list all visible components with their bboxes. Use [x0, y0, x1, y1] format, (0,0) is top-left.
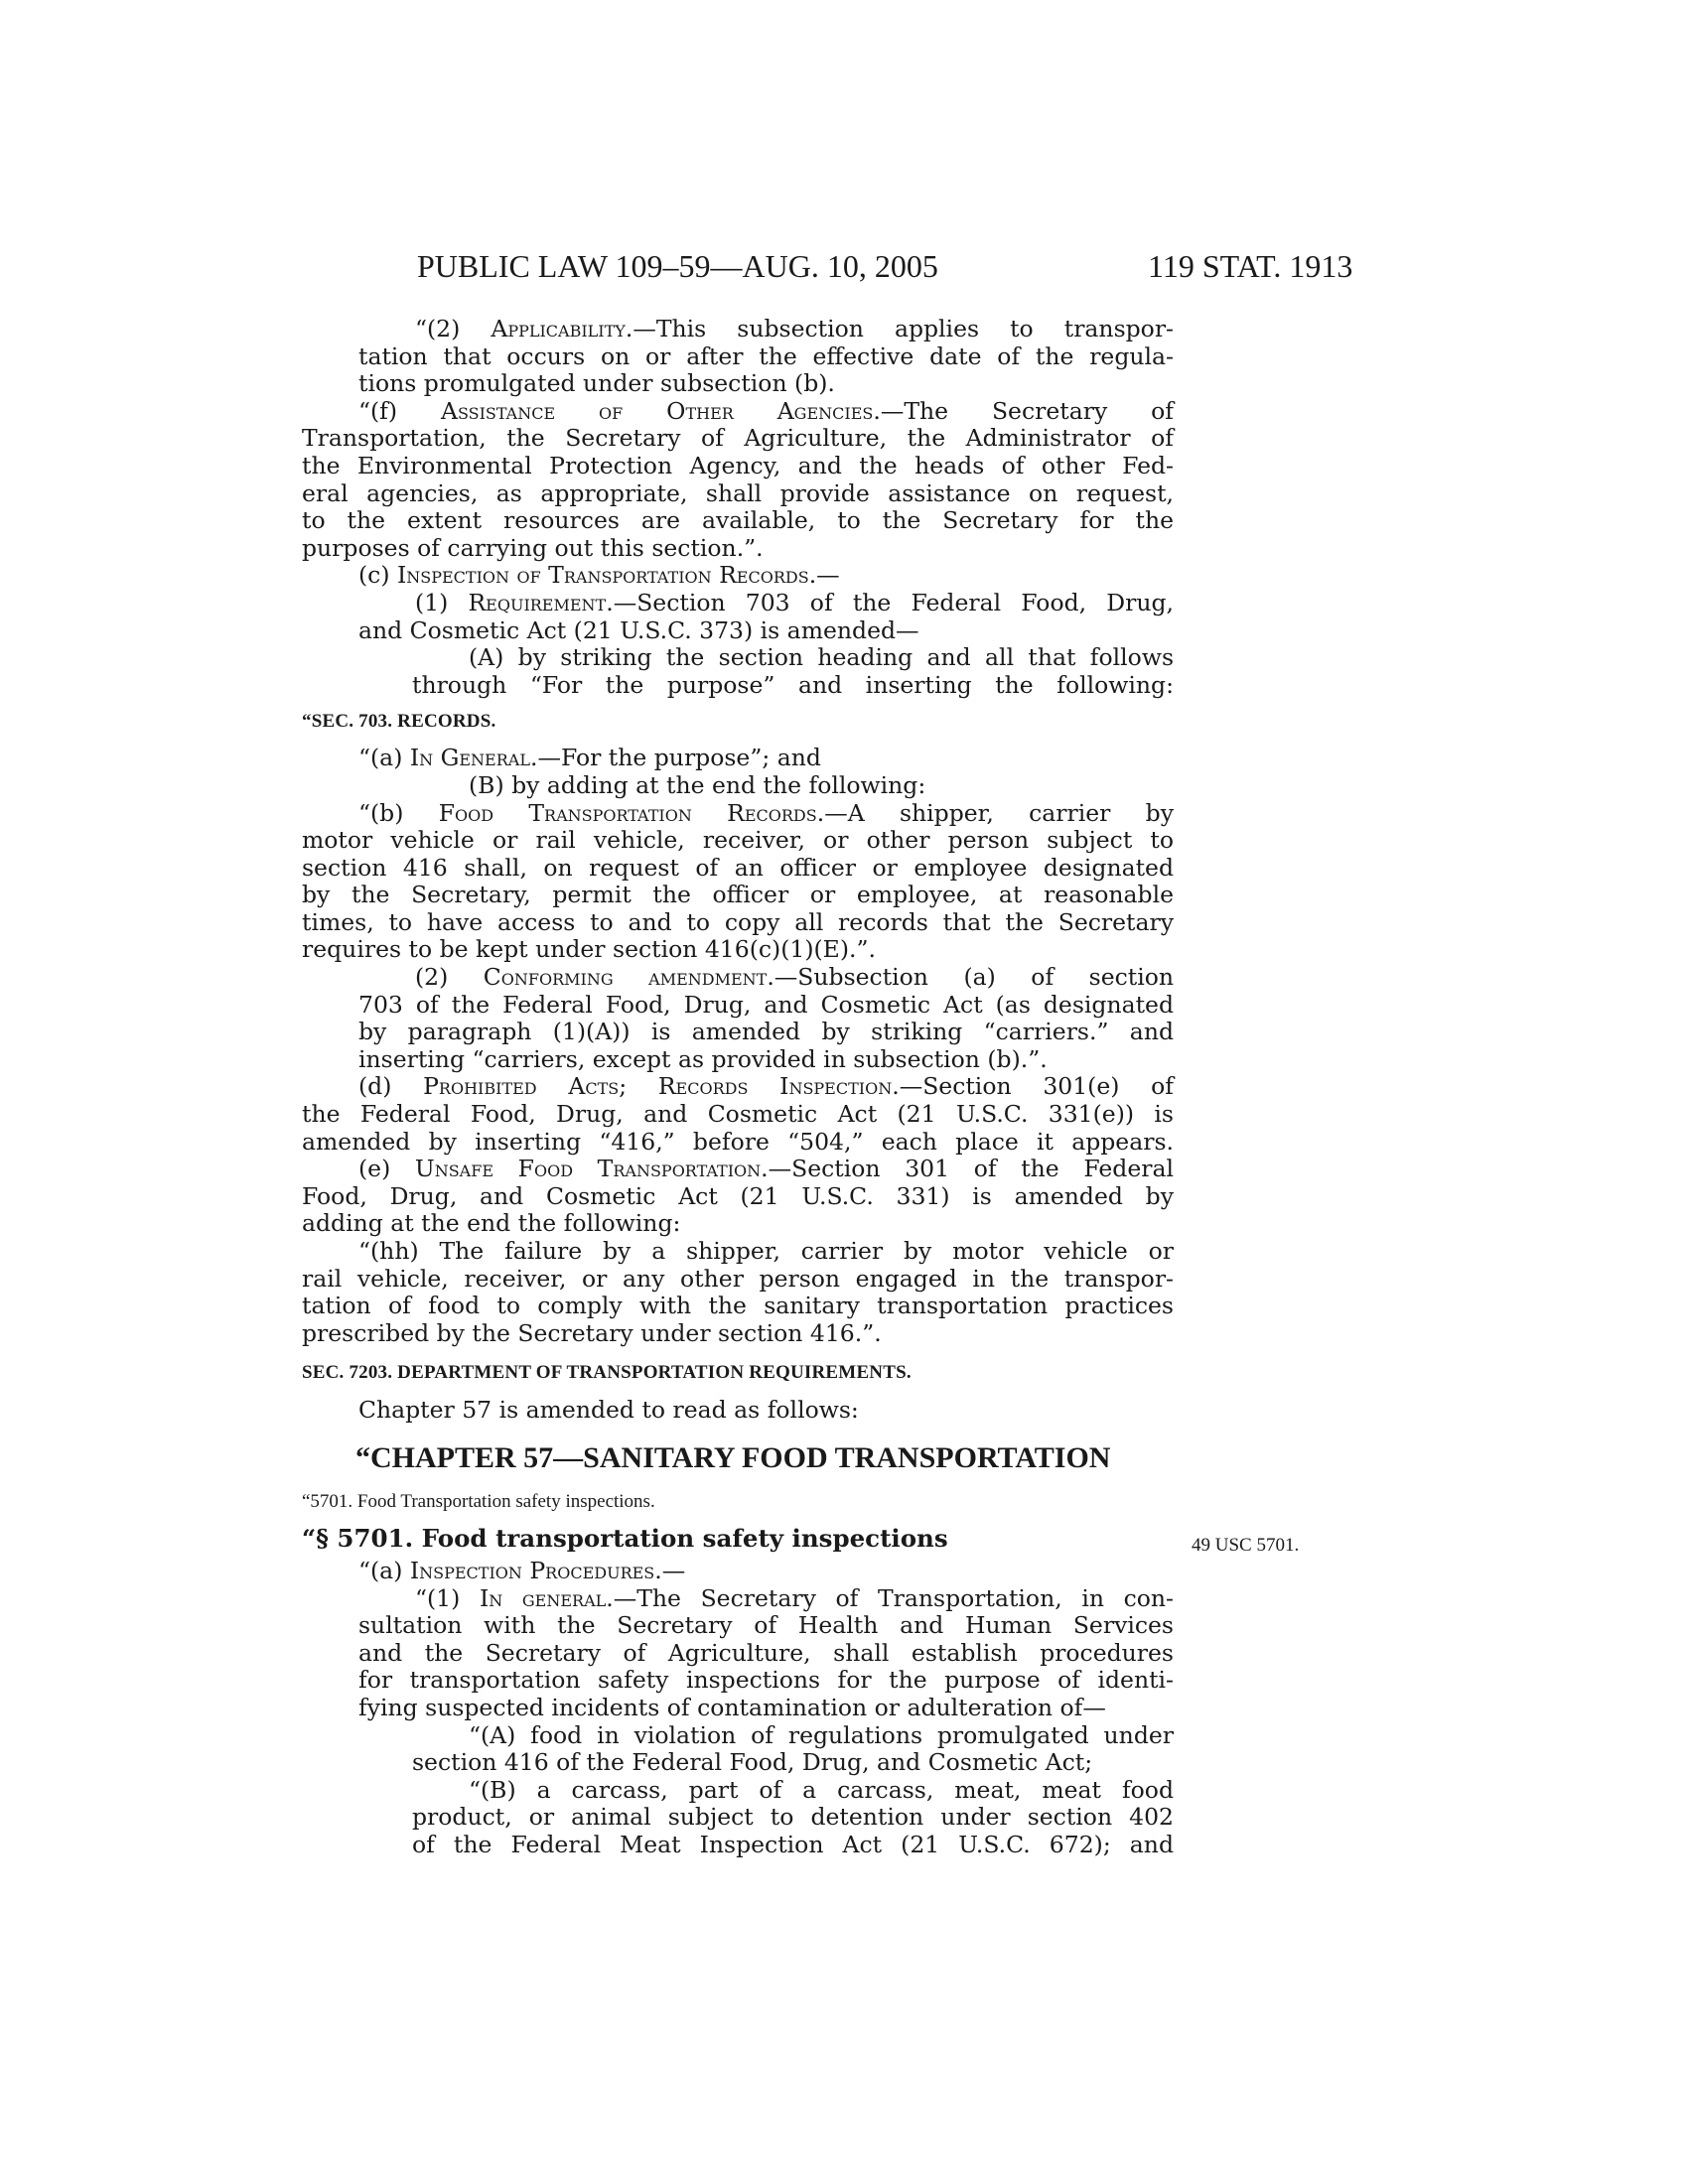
paragraph: (e) Unsafe Food Transportation.—Section 301 of the Federal: [358, 1155, 1174, 1183]
paragraph-line: motor vehicle or rail vehicle, receiver, or other person subject to: [302, 826, 1174, 855]
paragraph-line: 703 of the Federal Food, Drug, and Cosmetic Act (as designated: [358, 990, 1174, 1019]
paragraph-line: by the Secretary, permit the officer or employee, at reasonable: [302, 881, 1174, 909]
paragraph-line: through “For the purpose” and inserting the following:: [412, 670, 1174, 699]
paragraph-line: by paragraph (1)(A)) is amended by striking “carriers.” and: [358, 1018, 1174, 1046]
paragraph-line: adding at the end the following:: [302, 1209, 681, 1238]
paragraph-line: eral agencies, as appropriate, shall provide assistance on request,: [302, 478, 1174, 507]
paragraph: “(A) food in violation of regulations promulgated under: [469, 1720, 1174, 1749]
paragraph-line: product, or animal subject to detention under section 402: [412, 1803, 1174, 1832]
paragraph-line: times, to have access to and to copy all records that the Secretary: [302, 907, 1174, 936]
paragraph: “(hh) The failure by a shipper, carrier by motor vehicle or: [358, 1237, 1174, 1265]
paragraph-line: and the Secretary of Agriculture, shall establish procedures: [358, 1638, 1174, 1667]
running-head: PUBLIC LAW 109–59—AUG. 10, 2005: [417, 248, 938, 284]
paragraph: “(2) Applicability.—This subsection applies to transpor-: [415, 315, 1174, 342]
section-heading: “§ 5701. Food transportation safety inspections: [302, 1523, 948, 1553]
subsection-heading: (c) Inspection of Transportation Records.—: [358, 561, 840, 590]
paragraph-line: the Environmental Protection Agency, and the heads of other Fed-: [302, 451, 1174, 479]
paragraph-line: to the extent resources are available, to the Secretary for the: [302, 506, 1174, 535]
paragraph: (B) by adding at the end the following:: [469, 770, 926, 799]
paragraph: (A) by striking the section heading and all that follows: [469, 643, 1174, 672]
paragraph-line: Transportation, the Secretary of Agriculture, the Administrator of: [302, 424, 1174, 453]
paragraph-line: rail vehicle, receiver, or any other person engaged in the transpor-: [302, 1264, 1174, 1293]
paragraph-line: the Federal Food, Drug, and Cosmetic Act (21 U.S.C. 331(e)) is: [302, 1100, 1174, 1129]
paragraph: “(b) Food Transportation Records.—A shipper, carrier by: [358, 798, 1174, 827]
subsection-heading: “(a) Inspection Procedures.—: [358, 1556, 686, 1584]
table-of-contents-entry: “5701. Food Transportation safety inspections.: [302, 1490, 655, 1512]
paragraph: “(f) Assistance of Other Agencies.—The Secretary of: [358, 396, 1174, 425]
section-heading: SEC. 7203. DEPARTMENT OF TRANSPORTATION REQUIREMENTS.: [302, 1362, 912, 1384]
paragraph: (2) Conforming amendment.—Subsection (a) of section: [415, 963, 1175, 992]
chapter-title: “CHAPTER 57—SANITARY FOOD TRANSPORTATION: [355, 1440, 1111, 1474]
paragraph-line: section 416 of the Federal Food, Drug, and Cosmetic Act;: [412, 1748, 1093, 1777]
paragraph: Chapter 57 is amended to read as follows:: [358, 1396, 859, 1425]
paragraph-line: sultation with the Secretary of Health and Human Services: [358, 1611, 1174, 1640]
paragraph: (d) Prohibited Acts; Records Inspection.—Section 301(e) of: [358, 1072, 1175, 1101]
paragraph-line: amended by inserting “416,” before “504,” each place it appears.: [302, 1127, 1174, 1156]
paragraph-line: fying suspected incidents of contamination or adulteration of—: [358, 1693, 1106, 1721]
paragraph: “(1) In general.—The Secretary of Transportation, in con-: [415, 1583, 1174, 1612]
paragraph-line: prescribed by the Secretary under section 416.”.: [302, 1318, 882, 1347]
paragraph-line: requires to be kept under section 416(c)(1)(E).”.: [302, 935, 876, 964]
paragraph-line: and Cosmetic Act (21 U.S.C. 373) is amended—: [358, 615, 919, 644]
body-text: [302, 316, 1174, 1859]
paragraph-line: for transportation safety inspections for the purpose of identi-: [358, 1666, 1174, 1695]
margin-citation: 49 USC 5701.: [1192, 1535, 1300, 1556]
paragraph: “(a) In General.—For the purpose”; and: [358, 744, 821, 772]
paragraph-line: Food, Drug, and Cosmetic Act (21 U.S.C. 331) is amended by: [302, 1181, 1174, 1210]
paragraph-line: tation that occurs on or after the effective date of the regula-: [358, 341, 1174, 370]
paragraph-line: of the Federal Meat Inspection Act (21 U.S.C. 672); and: [412, 1830, 1174, 1858]
paragraph-line: tation of food to comply with the sanitary transportation practices: [302, 1292, 1174, 1320]
paragraph-line: inserting “carriers, except as provided in subsection (b).”.: [358, 1044, 1048, 1073]
paragraph: (1) Requirement.—Section 703 of the Federal Food, Drug,: [415, 588, 1175, 616]
page-number: 119 STAT. 1913: [1148, 248, 1353, 284]
section-heading: “SEC. 703. RECORDS.: [302, 711, 496, 733]
paragraph-line: purposes of carrying out this section.”.: [302, 533, 764, 562]
paragraph-line: section 416 shall, on request of an officer or employee designated: [302, 853, 1174, 882]
paragraph-line: tions promulgated under subsection (b).: [358, 369, 835, 398]
paragraph: “(B) a carcass, part of a carcass, meat, meat food: [469, 1775, 1174, 1804]
